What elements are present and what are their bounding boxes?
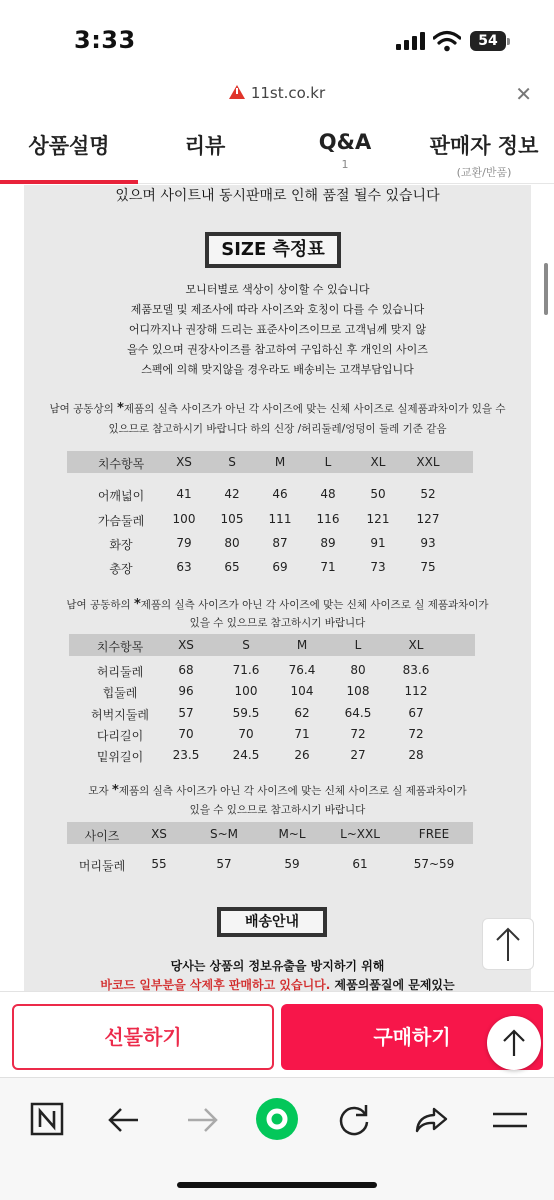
battery-icon: 54: [470, 31, 506, 51]
table-cell: 87: [272, 536, 288, 550]
table-row-label: 밑위길이: [96, 750, 144, 764]
tab-label: 판매자 정보: [429, 134, 539, 158]
buy-button[interactable]: 구매하기: [281, 1004, 543, 1070]
back-arrow-icon[interactable]: [104, 1100, 144, 1140]
table-cell: 24.5: [232, 748, 260, 762]
arrow-up-icon: [493, 925, 523, 965]
notice-line: 모니터별로 색상이 상이할 수 있습니다: [185, 283, 370, 296]
table-cell: 61: [352, 857, 368, 871]
table-cell: 75: [420, 560, 436, 574]
table-cell: 48: [320, 487, 336, 501]
note-lead: 모자: [88, 785, 109, 797]
tab-seller-info[interactable]: [420, 130, 548, 180]
table-cell: 28: [408, 748, 424, 762]
shipping-line-1: 당사는 상품의 정보유출을 방지하기 위해: [170, 959, 385, 973]
forward-arrow-icon[interactable]: [182, 1100, 222, 1140]
scrollbar-thumb[interactable]: [544, 263, 548, 315]
table-cell: 73: [370, 560, 386, 574]
menu-icon[interactable]: [490, 1100, 530, 1140]
table-row-label: 총장: [109, 562, 133, 576]
shipping-line-2-rest: 제품의품질에 문제있는: [330, 978, 455, 991]
note-text: 제품의 실측 사이즈가 아닌 각 사이즈에 맞는 신체 사이즈로 실 제품과차이가: [118, 785, 467, 797]
tab-label: 리뷰: [184, 134, 226, 158]
hat-table-note: 모자 *제품의 실측 사이즈가 아닌 각 사이즈에 맞는 신체 사이즈로 실 제품과차이가: [88, 783, 467, 798]
tab-description[interactable]: [14, 130, 124, 160]
product-tabs: [0, 112, 554, 184]
wifi-icon: [433, 30, 461, 52]
status-time: 3:33: [74, 26, 136, 54]
table-cell: 80: [350, 663, 366, 677]
table-cell: 50: [370, 487, 386, 501]
table-row-label: 어깨넓이: [97, 489, 145, 503]
table-cell: 71: [320, 560, 336, 574]
table-cell: 72: [408, 727, 424, 741]
table-row-label: 허리둘레: [96, 665, 144, 679]
table-cell: 62: [294, 706, 310, 720]
table-cell: 41: [176, 487, 192, 501]
shipping-line-2-highlight: 바코드 일부분을 삭제후 판매하고 있습니다.: [100, 978, 331, 991]
tab-qna[interactable]: [290, 130, 400, 171]
table-header-cell: XS: [176, 455, 192, 469]
table-cell: 65: [224, 560, 240, 574]
table-cell: 96: [178, 684, 194, 698]
table-header-cell: M~L: [278, 827, 306, 841]
bottom-table-note: 남여 공동하의 *제품의 실측 사이즈가 아닌 각 사이즈에 맞는 신체 사이즈로 실 제품과차이가: [66, 597, 489, 612]
table-cell: 59: [284, 857, 300, 871]
shipping-line-2: [24, 976, 531, 991]
table-header-cell: XS: [178, 638, 194, 652]
table-cell: 55: [151, 857, 167, 871]
top-table-note-2: 있으므로 참고하시기 바랍니다 하의 신장 /허리둘레/엉덩이 둘레 기준 같음: [108, 423, 447, 435]
note-text: 제품의 실측 사이즈가 아닌 각 사이즈에 맞는 신체 사이즈로 실 제품과차이가: [140, 599, 489, 611]
table-cell: 91: [370, 536, 386, 550]
table-cell: 57: [216, 857, 232, 871]
hat-table-note-2: 있을 수 있으므로 참고하시기 바랍니다: [189, 804, 366, 816]
naver-n-icon[interactable]: [28, 1100, 68, 1140]
note-lead: 남여 공동하의: [66, 599, 131, 611]
browser-url-bar[interactable]: [0, 80, 554, 110]
table-cell: 57~59: [413, 857, 455, 871]
table-row-label: 가슴둘레: [97, 514, 145, 528]
table-header-cell: XS: [151, 827, 167, 841]
table-header-cell: S: [242, 638, 250, 652]
table-cell: 105: [220, 512, 244, 526]
table-header-cell: 치수항목: [96, 640, 144, 654]
table-header-cell: 치수항목: [97, 457, 145, 471]
scroll-top-button[interactable]: [482, 918, 534, 970]
table-cell: 23.5: [172, 748, 200, 762]
refresh-icon[interactable]: [334, 1100, 374, 1140]
table-cell: 64.5: [344, 706, 372, 720]
table-cell: 100: [172, 512, 196, 526]
table-header-cell: XL: [408, 638, 424, 652]
table-header-cell: XXL: [416, 455, 440, 469]
table-cell: 27: [350, 748, 366, 762]
arrow-up-icon: [501, 1028, 527, 1058]
table-header-cell: L: [354, 638, 362, 652]
notice-line: 스펙에 의해 맞지않을 경우라도 배송비는 고객부담입니다: [141, 363, 414, 376]
table-header-cell: M: [274, 455, 286, 469]
notice-line: 제품모델 및 제조사에 따라 사이즈와 호칭이 다를 수 있습니다: [130, 303, 425, 316]
notice-line: 을수 있으며 권장사이즈를 참고하여 구입하신 후 개인의 사이즈: [127, 343, 428, 356]
notice-line: 어디까지나 권장해 드리는 표준사이즈이므로 고객님께 맞지 않: [128, 323, 427, 336]
table-cell: 111: [268, 512, 292, 526]
warning-triangle-icon: [229, 85, 245, 99]
table-cell: 26: [294, 748, 310, 762]
table-cell: 104: [290, 684, 314, 698]
table-cell: 67: [408, 706, 424, 720]
table-cell: 93: [420, 536, 436, 550]
table-cell: 70: [238, 727, 254, 741]
table-cell: 83.6: [402, 663, 430, 677]
product-detail-content[interactable]: [0, 185, 554, 991]
table-cell: 79: [176, 536, 192, 550]
table-row-label: 다리길이: [96, 729, 144, 743]
tab-seller-sub: (교환/반품): [456, 166, 512, 179]
table-cell: 46: [272, 487, 288, 501]
table-cell: 127: [416, 512, 440, 526]
scroll-up-round-button[interactable]: [487, 1016, 541, 1070]
table-cell: 100: [234, 684, 258, 698]
status-bar: [0, 0, 554, 80]
url-text: 11st.co.kr: [250, 84, 326, 102]
top-table-note: 남여 공동상의 *제품의 실측 사이즈가 아닌 각 사이즈에 맞는 신체 사이즈로 실제품과차이가 있을 수: [49, 401, 506, 416]
table-header-cell: M: [296, 638, 308, 652]
table-header-cell: S~M: [209, 827, 239, 841]
tab-reviews[interactable]: [150, 130, 260, 160]
stock-notice: 있으며 사이트내 동시판매로 인해 품절 될수 있습니다: [115, 188, 440, 204]
table-cell: 108: [346, 684, 370, 698]
share-icon[interactable]: [412, 1100, 452, 1140]
tab-label: Q&A: [318, 130, 372, 154]
table-cell: 69: [272, 560, 288, 574]
table-cell: 89: [320, 536, 336, 550]
tab-label: 상품설명: [28, 134, 110, 158]
table-header-cell: FREE: [418, 827, 450, 841]
table-cell: 71: [294, 727, 310, 741]
table-header-cell: L: [324, 455, 332, 469]
table-row-label: 허벅지둘레: [91, 708, 149, 722]
table-row-label: 힙둘레: [102, 686, 138, 700]
table-cell: 112: [404, 684, 428, 698]
tab-qna-count: 1: [341, 158, 349, 171]
green-dot-icon[interactable]: [254, 1096, 300, 1142]
cellular-signal-icon: [396, 32, 426, 50]
gift-button[interactable]: 선물하기: [12, 1004, 274, 1070]
table-header-cell: S: [228, 455, 236, 469]
table-header-cell: 사이즈: [84, 829, 120, 843]
table-cell: 59.5: [232, 706, 260, 720]
table-cell: 52: [420, 487, 436, 501]
table-header-cell: XL: [370, 455, 386, 469]
table-cell: 68: [178, 663, 194, 677]
note-text: 제품의 실측 사이즈가 아닌 각 사이즈에 맞는 신체 사이즈로 실제품과차이가 있을 수: [123, 403, 506, 415]
bottom-table-note-2: 있을 수 있으므로 참고하시기 바랍니다: [189, 617, 366, 629]
table-cell: 42: [224, 487, 240, 501]
purchase-bar: [0, 991, 554, 1077]
table-cell: 80: [224, 536, 240, 550]
table-cell: 63: [176, 560, 192, 574]
table-cell: 76.4: [288, 663, 316, 677]
close-icon[interactable]: ✕: [515, 82, 532, 106]
size-chart-title: SIZE 측정표: [205, 232, 341, 268]
tab-active-indicator: [0, 180, 138, 184]
table-row-label: 화장: [109, 538, 133, 552]
table-row-label: 머리둘레: [78, 859, 126, 873]
table-cell: 71.6: [232, 663, 260, 677]
table-header-cell: L~XXL: [340, 827, 380, 841]
table-cell: 57: [178, 706, 194, 720]
note-lead: 남여 공동상의: [49, 403, 114, 415]
shipping-title: 배송안내: [217, 907, 327, 937]
table-cell: 116: [316, 512, 340, 526]
home-indicator: [177, 1182, 377, 1188]
table-cell: 72: [350, 727, 366, 741]
size-chart-image: [24, 185, 531, 991]
table-cell: 121: [366, 512, 390, 526]
table-cell: 70: [178, 727, 194, 741]
url-text-wrap[interactable]: [0, 84, 554, 102]
